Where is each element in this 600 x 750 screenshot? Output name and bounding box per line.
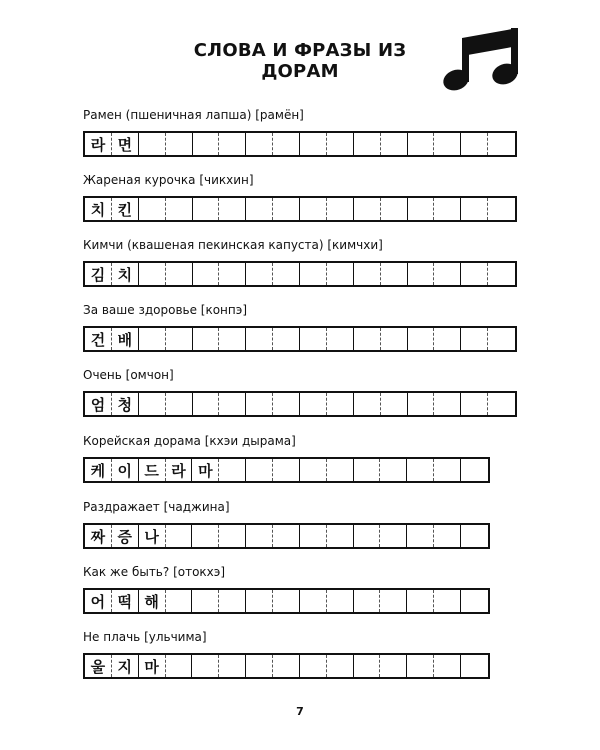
practice-cell[interactable] (246, 198, 273, 220)
practice-cell[interactable] (327, 459, 354, 481)
practice-cell[interactable] (354, 655, 381, 677)
practice-cell[interactable] (408, 328, 435, 350)
exercise-label: Раздражает [чаджина] (83, 500, 230, 514)
practice-cell[interactable] (273, 198, 300, 220)
hangul-syllable: 어 (85, 590, 112, 612)
practice-cell[interactable] (354, 393, 381, 415)
page-title: СЛОВА И ФРАЗЫ ИЗ ДОРАМ (193, 40, 407, 82)
practice-cell[interactable] (354, 198, 381, 220)
practice-cell[interactable] (166, 525, 193, 547)
practice-cell[interactable] (273, 525, 300, 547)
exercise-label: Жареная курочка [чикхин] (83, 173, 254, 187)
practice-cell[interactable] (192, 525, 219, 547)
practice-cell[interactable] (273, 328, 300, 350)
practice-cell[interactable] (246, 590, 273, 612)
practice-cell[interactable] (354, 459, 381, 481)
practice-cell[interactable] (461, 525, 488, 547)
hangul-syllable: 이 (112, 459, 139, 481)
exercise-item (83, 368, 523, 417)
practice-cell[interactable] (381, 393, 408, 415)
hangul-syllable: 떡 (112, 590, 139, 612)
practice-cell[interactable] (273, 133, 300, 155)
practice-cell[interactable] (434, 655, 461, 677)
practice-cell[interactable] (166, 393, 193, 415)
practice-cell[interactable] (273, 393, 300, 415)
practice-cell[interactable] (300, 393, 327, 415)
practice-cell[interactable] (193, 198, 220, 220)
exercise-label: Корейская дорама [кхэи дырама] (83, 434, 296, 448)
practice-cell[interactable] (434, 328, 461, 350)
practice-cell[interactable] (246, 525, 273, 547)
practice-cell[interactable] (488, 328, 515, 350)
exercise-item (83, 303, 523, 352)
practice-cell[interactable] (300, 198, 327, 220)
practice-cell[interactable] (461, 328, 488, 350)
practice-cell[interactable] (327, 328, 354, 350)
hangul-syllable: 치 (112, 263, 139, 285)
practice-cell[interactable] (408, 393, 435, 415)
writing-grid (83, 523, 490, 549)
practice-cell[interactable] (273, 655, 300, 677)
exercise-label: Очень [омчон] (83, 368, 174, 382)
practice-cell[interactable] (300, 655, 327, 677)
practice-cell[interactable] (380, 655, 407, 677)
practice-cell[interactable] (461, 198, 488, 220)
practice-cell[interactable] (246, 328, 273, 350)
practice-cell[interactable] (407, 655, 434, 677)
practice-cell[interactable] (246, 393, 273, 415)
exercise-item (83, 500, 523, 549)
practice-cell[interactable] (219, 590, 246, 612)
practice-cell[interactable] (461, 655, 488, 677)
hangul-syllable: 라 (166, 459, 193, 481)
exercise-label: Не плачь [ульчима] (83, 630, 207, 644)
hangul-syllable: 드 (139, 459, 166, 481)
practice-cell[interactable] (434, 263, 461, 285)
hangul-syllable: 증 (112, 525, 139, 547)
exercise-item (83, 238, 523, 287)
practice-cell[interactable] (166, 655, 193, 677)
practice-cell[interactable] (219, 525, 246, 547)
practice-cell[interactable] (488, 393, 515, 415)
practice-cell[interactable] (193, 133, 220, 155)
writing-grid (83, 588, 490, 614)
practice-cell[interactable] (300, 590, 327, 612)
practice-cell[interactable] (461, 590, 488, 612)
practice-cell[interactable] (488, 133, 515, 155)
practice-cell[interactable] (300, 525, 327, 547)
practice-cell[interactable] (246, 263, 273, 285)
practice-cell[interactable] (461, 263, 488, 285)
hangul-syllable: 해 (139, 590, 166, 612)
hangul-syllable: 지 (112, 655, 139, 677)
practice-cell[interactable] (166, 198, 193, 220)
practice-cell[interactable] (219, 459, 246, 481)
practice-cell[interactable] (461, 459, 488, 481)
practice-cell[interactable] (139, 133, 166, 155)
writing-grid (83, 196, 517, 222)
practice-cell[interactable] (408, 263, 435, 285)
practice-cell[interactable] (407, 459, 434, 481)
practice-cell[interactable] (219, 263, 246, 285)
writing-grid (83, 261, 517, 287)
practice-cell[interactable] (139, 263, 166, 285)
exercise-item (83, 173, 523, 222)
practice-cell[interactable] (354, 590, 381, 612)
practice-cell[interactable] (327, 263, 354, 285)
hangul-syllable: 짜 (85, 525, 112, 547)
hangul-syllable: 마 (192, 459, 219, 481)
practice-cell[interactable] (434, 459, 461, 481)
practice-cell[interactable] (219, 198, 246, 220)
practice-cell[interactable] (380, 459, 407, 481)
writing-grid (83, 391, 517, 417)
exercise-label: Рамен (пшеничная лапша) [рамён] (83, 108, 304, 122)
practice-cell[interactable] (273, 459, 300, 481)
practice-cell[interactable] (381, 328, 408, 350)
practice-cell[interactable] (300, 459, 327, 481)
practice-cell[interactable] (434, 198, 461, 220)
practice-cell[interactable] (300, 328, 327, 350)
practice-cell[interactable] (327, 198, 354, 220)
hangul-syllable: 울 (85, 655, 112, 677)
practice-cell[interactable] (488, 263, 515, 285)
practice-cell[interactable] (193, 393, 220, 415)
writing-grid (83, 131, 517, 157)
hangul-syllable: 라 (85, 133, 112, 155)
exercise-item (83, 630, 523, 679)
practice-cell[interactable] (381, 133, 408, 155)
practice-cell[interactable] (300, 133, 327, 155)
practice-cell[interactable] (219, 133, 246, 155)
hangul-syllable: 청 (112, 393, 139, 415)
writing-grid (83, 326, 517, 352)
hangul-syllable: 치 (85, 198, 112, 220)
music-note-icon (440, 24, 524, 94)
practice-cell[interactable] (166, 590, 193, 612)
hangul-syllable: 나 (139, 525, 166, 547)
practice-cell[interactable] (193, 263, 220, 285)
hangul-syllable: 킨 (112, 198, 139, 220)
practice-cell[interactable] (246, 459, 273, 481)
exercise-item (83, 434, 523, 483)
hangul-syllable: 엄 (85, 393, 112, 415)
practice-cell[interactable] (327, 525, 354, 547)
practice-cell[interactable] (434, 133, 461, 155)
practice-cell[interactable] (381, 198, 408, 220)
practice-cell[interactable] (166, 133, 193, 155)
exercise-item (83, 108, 523, 157)
practice-cell[interactable] (488, 198, 515, 220)
hangul-syllable: 김 (85, 263, 112, 285)
practice-cell[interactable] (273, 263, 300, 285)
practice-cell[interactable] (219, 328, 246, 350)
exercise-label: Кимчи (квашеная пекинская капуста) [кимчхи] (83, 238, 383, 252)
practice-cell[interactable] (434, 525, 461, 547)
practice-cell[interactable] (461, 393, 488, 415)
practice-cell[interactable] (381, 263, 408, 285)
practice-cell[interactable] (192, 590, 219, 612)
hangul-syllable: 마 (139, 655, 166, 677)
practice-cell[interactable] (327, 393, 354, 415)
practice-cell[interactable] (193, 328, 220, 350)
practice-cell[interactable] (192, 655, 219, 677)
practice-cell[interactable] (300, 263, 327, 285)
practice-cell[interactable] (166, 328, 193, 350)
practice-cell[interactable] (246, 133, 273, 155)
exercise-label: Как же быть? [отокхэ] (83, 565, 226, 579)
practice-cell[interactable] (327, 655, 354, 677)
practice-cell[interactable] (354, 133, 381, 155)
practice-cell[interactable] (354, 525, 381, 547)
practice-cell[interactable] (139, 328, 166, 350)
exercise-item (83, 565, 523, 614)
practice-cell[interactable] (354, 263, 381, 285)
practice-cell[interactable] (407, 525, 434, 547)
hangul-syllable: 케 (85, 459, 112, 481)
practice-cell[interactable] (380, 590, 407, 612)
practice-cell[interactable] (434, 590, 461, 612)
practice-cell[interactable] (273, 590, 300, 612)
page-number: 7 (296, 705, 304, 718)
practice-cell[interactable] (461, 133, 488, 155)
hangul-syllable: 면 (112, 133, 139, 155)
practice-cell[interactable] (219, 655, 246, 677)
writing-grid (83, 457, 490, 483)
practice-cell[interactable] (327, 590, 354, 612)
practice-cell[interactable] (408, 198, 435, 220)
practice-cell[interactable] (380, 525, 407, 547)
hangul-syllable: 배 (112, 328, 139, 350)
practice-cell[interactable] (139, 393, 166, 415)
exercise-label: За ваше здоровье [конпэ] (83, 303, 248, 317)
practice-cell[interactable] (219, 393, 246, 415)
practice-cell[interactable] (354, 328, 381, 350)
writing-grid (83, 653, 490, 679)
practice-cell[interactable] (166, 263, 193, 285)
practice-cell[interactable] (408, 133, 435, 155)
practice-cell[interactable] (139, 198, 166, 220)
practice-cell[interactable] (327, 133, 354, 155)
hangul-syllable: 건 (85, 328, 112, 350)
practice-cell[interactable] (434, 393, 461, 415)
practice-cell[interactable] (407, 590, 434, 612)
practice-cell[interactable] (246, 655, 273, 677)
